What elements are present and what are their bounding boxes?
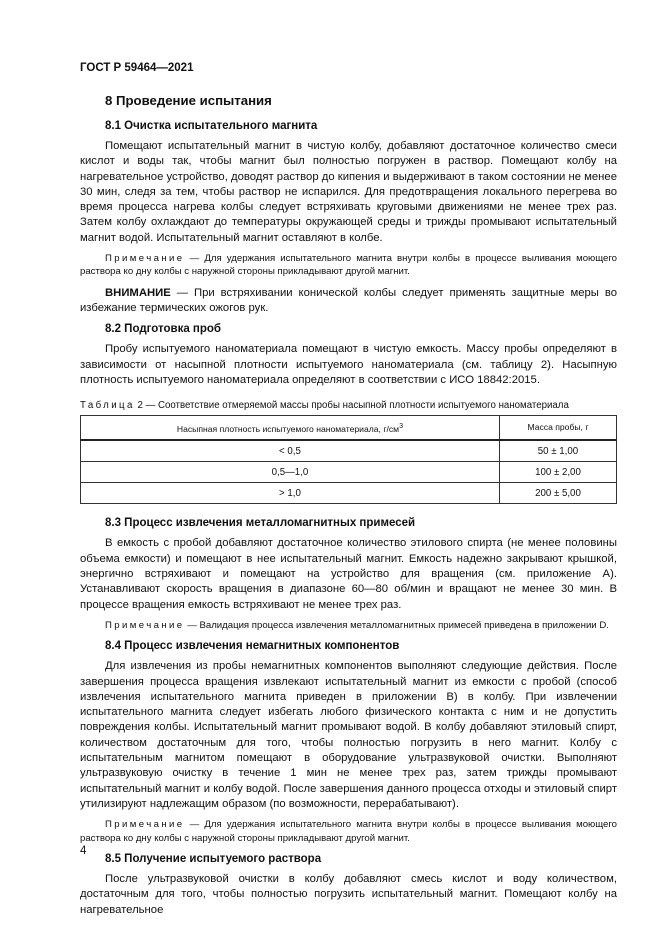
warning-text: — При встряхивании конической колбы следует применять защитные меры во избежание термических ожогов рук. xyxy=(80,286,617,315)
table-label: Таблица xyxy=(80,400,135,412)
density-mass-table xyxy=(80,415,617,504)
superscript: 3 xyxy=(399,421,404,430)
table-caption-text: 2 — Соответствие отмеряемой массы пробы насыпной плотности испытуемого наноматериала xyxy=(134,400,569,412)
table-row xyxy=(81,440,617,462)
subsection-8-1-paragraph: Помещают испытательный магнит в чистую колбу, добавляют достаточное количество смеси кислот и воды так, чтобы магнит был полностью погружен в раствор. Помещают колбу на нагревательное устройство, доводят раствор до кипения и выдерживают в таком состоянии не менее 30 мин, следя за тем, чтобы раствор не испарился. Для предотвращения локального перегрева во время процесса нагрева колбы следует встряхивать круговыми движениями не менее трех раз. Затем колбу охлаждают до температуры окружающей среды и трижды промывают испытательный магнит водой. Испытательный магнит оставляют в колбе. xyxy=(80,140,617,244)
note-text: — Валидация процесса извлечения металломагнитных примесей приведена в приложении D. xyxy=(184,619,609,631)
table-cell-mass: 200 ± 5,00 xyxy=(499,483,616,504)
note-8-3 xyxy=(80,619,617,632)
subsection-8-4-paragraph: Для извлечения из пробы немагнитных компонентов выполняют следующие действия. После завершения процесса вращения извлекают испытательный магнит из емкости с пробой (способ извлечения испытательного магнита приведен в приложении В) в колбу. При извлечении испытательного магнита следует избегать любого физического контакта с ним и не допустить повреждения колбы. Испытательный магнит промывают водой. В колбу добавляют этиловый спирт, количеством достаточным для того, чтобы полностью погрузить в него магнит. Колбу с испытательным магнитом помещают в оборудование ультразвуковой очистки. Выполняют ультразвуковую очистку в течение 1 мин не менее трех раз, затем трижды промывают испытательный магнит и колбу водой. После завершения данного процесса отходы и этиловый спирт утилизируют надлежащим образом (по возможности, перерабатывают). xyxy=(80,660,617,810)
note-label: Примечание xyxy=(105,253,185,265)
subsection-8-5-paragraph: После ультразвуковой очистки в колбу добавляют смесь кислот и воду количеством, достаточным для того, чтобы полностью погрузить испытательный магнит. Помещают колбу на нагревательное xyxy=(80,873,617,916)
note-text: — Для удержания испытательного магнита внутри колбы в процессе выливания моющего раствора ко дну колбы с наружной стороны прикладывают другой магнит. xyxy=(80,253,617,278)
table-caption xyxy=(80,400,617,412)
subsection-8-5-title: 8.5 Получение испытуемого раствора xyxy=(105,853,322,866)
subsection-8-4-title: 8.4 Процесс извлечения немагнитных компонентов xyxy=(105,640,400,653)
note-label: Примечание xyxy=(105,819,185,831)
subsection-8-1-title: 8.1 Очистка испытательного магнита xyxy=(105,120,318,132)
table-header-mass: Масса пробы, г xyxy=(499,416,616,441)
section-title: 8 Проведение испытания xyxy=(105,93,272,108)
page-number: 4 xyxy=(80,845,87,857)
table-cell-density: < 0,5 xyxy=(81,440,500,462)
main-content xyxy=(80,93,617,924)
warning-label: ВНИМАНИЕ xyxy=(105,286,171,299)
table-cell-density: > 1,0 xyxy=(81,483,500,504)
warning-paragraph xyxy=(80,286,617,317)
table-cell-density: 0,5—1,0 xyxy=(81,462,500,483)
table-cell-mass: 50 ± 1,00 xyxy=(499,440,616,462)
note-label: Примечание xyxy=(105,619,185,631)
table-row xyxy=(81,483,617,504)
note-text: — Для удержания испытательного магнита внутри колбы в процессе выливания моющего раствора ко дну колбы с наружной стороны прикладывают другой магнит. xyxy=(80,819,617,844)
note-8-1 xyxy=(80,252,617,279)
table-header-density: Насыпная плотность испытуемого наноматериала, $г/см^3$ xyxy=(81,416,500,441)
subsection-8-3-title: 8.3 Процесс извлечения металломагнитных примесей xyxy=(105,517,416,530)
note-8-4 xyxy=(80,818,617,845)
subsection-8-2-paragraph: Пробу испытуемого наноматериала помещают в чистую емкость. Массу пробы определяют в зависимости от насыпной плотности испытуемого наноматериала (см. таблицу 2). Насыпную плотность испытуемого наноматериала определяют в соответствии с ИСО 18842:2015. xyxy=(80,343,617,387)
subsection-8-2-title: 8.2 Подготовка проб xyxy=(105,323,222,336)
table-cell-mass: 100 ± 2,00 xyxy=(499,462,616,483)
subsection-8-3-paragraph: В емкость с пробой добавляют достаточное количество этилового спирта (не менее половины объема емкости) и помещают в нее испытательный магнит. Емкость надежно закрывают крышкой, энергично встряхивают и помещают на устройство для вращения (см. приложение А). Устанавливают скорость вращения в диапазоне 60—80 об/мин и вращают не менее 30 мин. В процессе вращения емкость встряхивают не менее трех раз. xyxy=(80,537,617,611)
standard-number: ГОСТ Р 59464—2021 xyxy=(80,62,194,74)
table-row xyxy=(81,462,617,483)
